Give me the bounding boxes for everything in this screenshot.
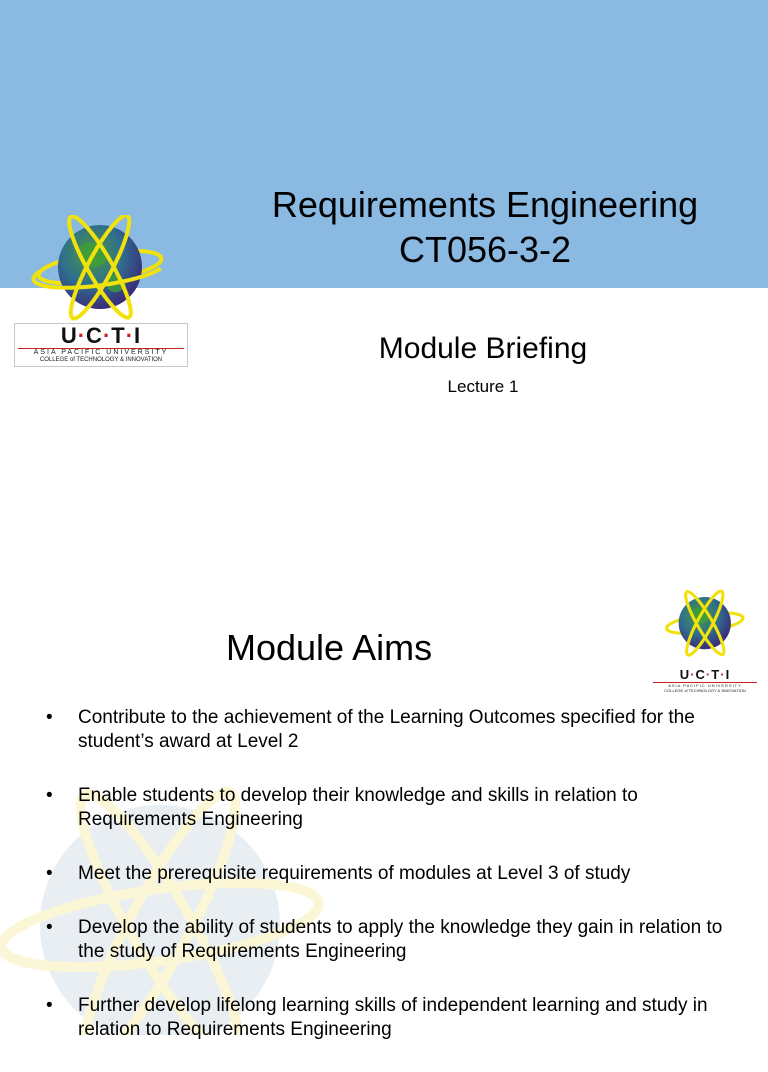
logo-line-2: COLLEGE of TECHNOLOGY & INNOVATION (39, 357, 163, 363)
list-item: • Enable students to develop their knowledge and skills in relation to Requirements Engineering (46, 784, 746, 832)
list-item: • Contribute to the achievement of the Learning Outcomes specified for the student’s award at Level 2 (46, 706, 746, 754)
slide-module-aims (0, 560, 768, 1040)
logo-line-1: ASIA PACIFIC UNIVERSITY (33, 349, 169, 356)
list-item: • Develop the ability of students to apply the knowledge they gain in relation to the study of Requirements Engineering (46, 916, 746, 964)
list-item: • Further develop lifelong learning skills of independent learning and study in relation to Requirements Engineering (46, 994, 746, 1042)
ucti-logo (12, 215, 192, 363)
globe-atom-icon (650, 582, 762, 668)
lecture-label: Lecture 1 (447, 377, 519, 396)
ucti-logo-small (650, 582, 762, 693)
aims-list (46, 706, 746, 1072)
globe-atom-icon (12, 215, 192, 325)
ucti-letters: U·C·T·I (60, 323, 142, 348)
list-item: • Meet the prerequisite requirements of modules at Level 3 of study (46, 862, 746, 886)
logo-line-2: COLLEGE of TECHNOLOGY & INNOVATION (664, 688, 746, 693)
title-line-1: Requirements Engineering (271, 184, 699, 225)
ucti-letters: U·C·T·I (679, 667, 731, 682)
slide-title-text (250, 182, 720, 272)
slide-heading: Module Aims (226, 627, 433, 668)
logo-line-1: ASIA PACIFIC UNIVERSITY (668, 683, 742, 688)
subtitle: Module Briefing (378, 332, 588, 365)
ucti-wordmark-small (650, 668, 760, 694)
ucti-wordmark (14, 323, 188, 367)
title-line-2: CT056-3-2 (398, 229, 572, 270)
